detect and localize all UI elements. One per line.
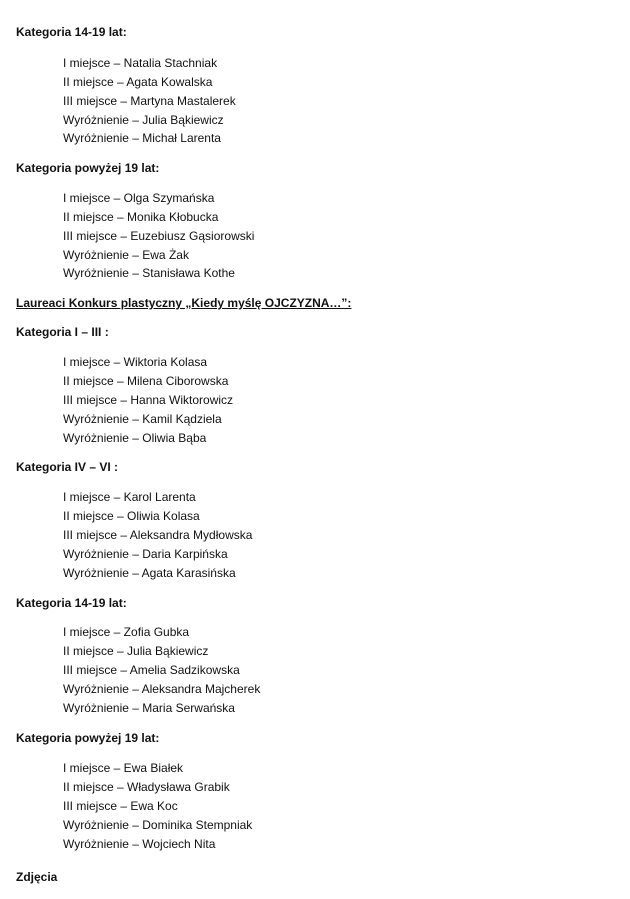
list-item: Wyróżnienie – Maria Serwańska: [63, 701, 235, 715]
section-heading: Kategoria powyżej 19 lat:: [16, 161, 160, 175]
list-item: I miejsce – Zofia Gubka: [63, 625, 190, 639]
list-item: III miejsce – Aleksandra Mydłowska: [63, 528, 253, 542]
list-item: Wyróżnienie – Ewa Żak: [63, 248, 189, 262]
list-item: Wyróżnienie – Kamil Kądziela: [63, 412, 222, 426]
list-item: III miejsce – Martyna Mastalerek: [63, 94, 236, 108]
list-item: II miejsce – Monika Kłobucka: [63, 210, 219, 224]
list-item: II miejsce – Julia Bąkiewicz: [63, 644, 209, 658]
section-heading: Kategoria 14-19 lat:: [16, 25, 127, 39]
list-item: Wyróżnienie – Michał Larenta: [63, 131, 221, 145]
section-heading: Kategoria IV – VI :: [16, 460, 119, 474]
list-item: Wyróżnienie – Wojciech Nita: [63, 837, 216, 851]
contest-heading: Laureaci Konkurs plastyczny „Kiedy myślę OJCZYZNA…”:: [16, 296, 352, 310]
list-item: III miejsce – Hanna Wiktorowicz: [63, 393, 234, 407]
list-item: Wyróżnienie – Daria Karpińska: [63, 547, 228, 561]
section-heading: Kategoria 14-19 lat:: [16, 596, 127, 610]
list-item: Wyróżnienie – Dominika Stempniak: [63, 818, 253, 832]
list-item: Wyróżnienie – Aleksandra Majcherek: [63, 682, 261, 696]
list-item: II miejsce – Oliwia Kolasa: [63, 509, 200, 523]
list-item: Wyróżnienie – Oliwia Bąba: [63, 431, 207, 445]
list-item: I miejsce – Wiktoria Kolasa: [63, 355, 208, 369]
section-heading: Kategoria I – III :: [16, 325, 109, 339]
list-item: I miejsce – Olga Szymańska: [63, 191, 215, 205]
photos-link[interactable]: Zdjęcia: [16, 870, 58, 884]
list-item: Wyróżnienie – Stanisława Kothe: [63, 266, 235, 280]
list-item: I miejsce – Karol Larenta: [63, 490, 196, 504]
list-item: I miejsce – Ewa Białek: [63, 761, 184, 775]
list-item: Wyróżnienie – Agata Karasińska: [63, 566, 236, 580]
list-item: III miejsce – Amelia Sadzikowska: [63, 663, 240, 677]
list-item: III miejsce – Ewa Koc: [63, 799, 178, 813]
list-item: II miejsce – Agata Kowalska: [63, 75, 213, 89]
list-item: Wyróżnienie – Julia Bąkiewicz: [63, 113, 224, 127]
list-item: III miejsce – Euzebiusz Gąsiorowski: [63, 229, 255, 243]
section-heading: Kategoria powyżej 19 lat:: [16, 731, 160, 745]
list-item: II miejsce – Milena Ciborowska: [63, 374, 229, 388]
list-item: I miejsce – Natalia Stachniak: [63, 56, 218, 70]
list-item: II miejsce – Władysława Grabik: [63, 780, 230, 794]
